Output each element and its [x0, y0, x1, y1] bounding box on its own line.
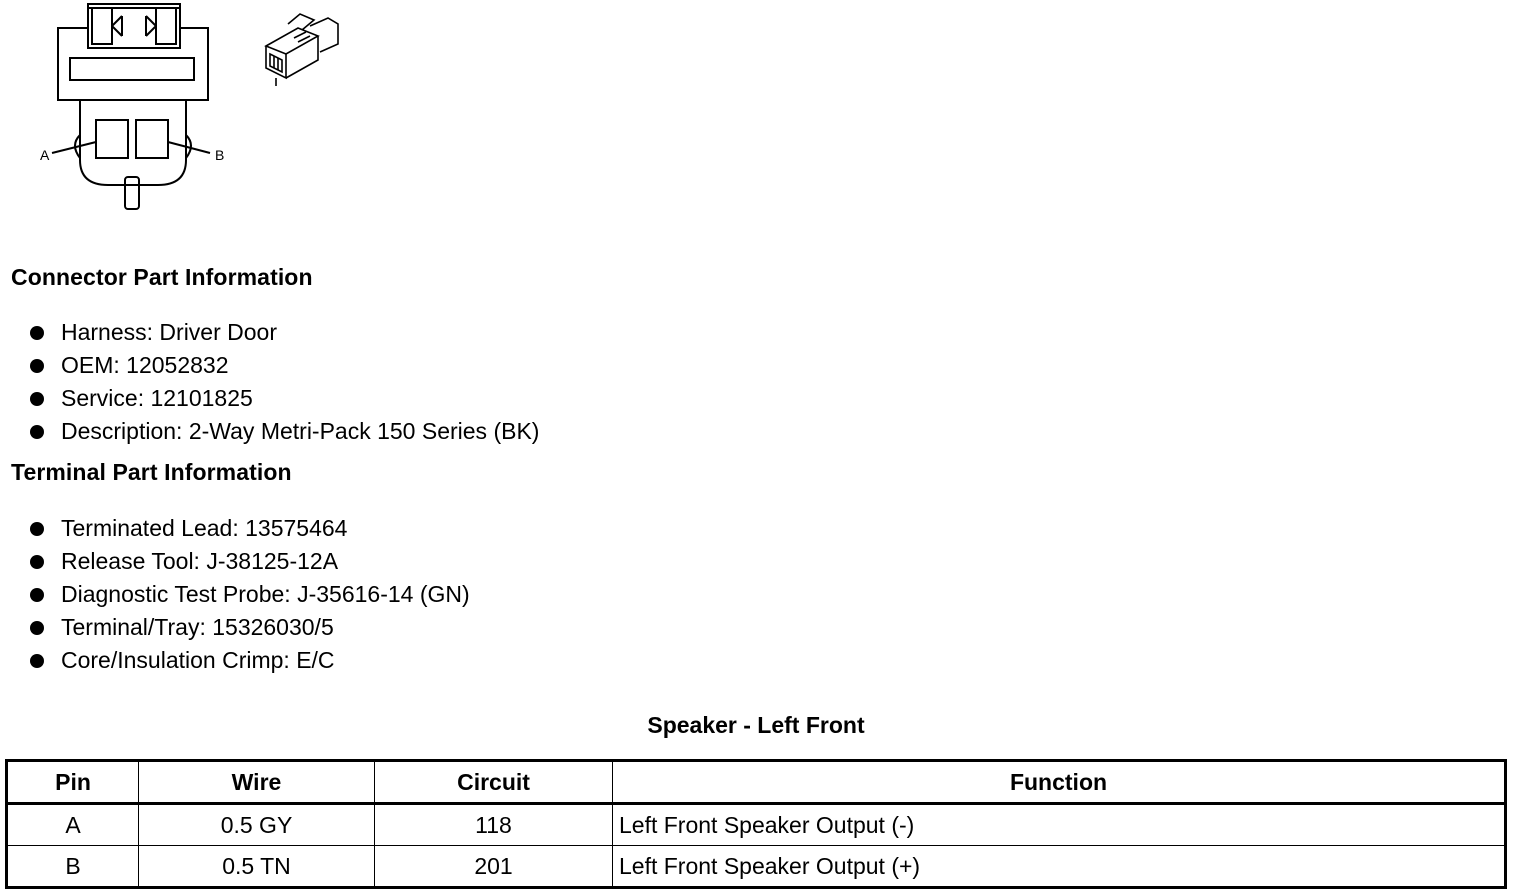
column-header-pin: Pin: [7, 761, 139, 804]
terminal-info-heading: Terminal Part Information: [11, 459, 292, 485]
column-header-circuit: Circuit: [375, 761, 613, 804]
table-row: [7, 804, 1506, 846]
circuit-cell: 201: [375, 846, 613, 888]
bullet-icon: [30, 522, 44, 536]
function-cell: Left Front Speaker Output (-): [613, 804, 1506, 846]
list-item: Terminal/Tray: 15326030/5: [30, 611, 470, 644]
list-item: Release Tool: J-38125-12A: [30, 545, 470, 578]
function-cell: Left Front Speaker Output (+): [613, 846, 1506, 888]
connector-info-list: [30, 316, 539, 448]
list-item: Description: 2-Way Metri-Pack 150 Series (BK): [30, 415, 539, 448]
list-item: Service: 12101825: [30, 382, 539, 415]
list-item: Core/Insulation Crimp: E/C: [30, 644, 470, 677]
list-item: Harness: Driver Door: [30, 316, 539, 349]
table-row: [7, 846, 1506, 888]
bullet-icon: [30, 588, 44, 602]
connector-face-diagram: [30, 0, 230, 215]
pin-table: [5, 759, 1507, 889]
bullet-icon: [30, 555, 44, 569]
column-header-wire: Wire: [139, 761, 375, 804]
connector-thumbnail: [258, 6, 344, 88]
connector-info-heading: Connector Part Information: [11, 264, 313, 290]
bullet-icon: [30, 392, 44, 406]
pin-table-title: Speaker - Left Front: [647, 712, 865, 738]
list-item: OEM: 12052832: [30, 349, 539, 382]
column-header-function: Function: [613, 761, 1506, 804]
pin-label-b: B: [215, 147, 225, 163]
pin-cell: A: [7, 804, 139, 846]
circuit-cell: 118: [375, 804, 613, 846]
list-item: Terminated Lead: 13575464: [30, 512, 470, 545]
wire-cell: 0.5 TN: [139, 846, 375, 888]
bullet-icon: [30, 621, 44, 635]
pin-cell: B: [7, 846, 139, 888]
bullet-icon: [30, 654, 44, 668]
wire-cell: 0.5 GY: [139, 804, 375, 846]
list-item: Diagnostic Test Probe: J-35616-14 (GN): [30, 578, 470, 611]
bullet-icon: [30, 425, 44, 439]
table-header-row: [7, 761, 1506, 804]
bullet-icon: [30, 326, 44, 340]
terminal-info-list: [30, 512, 470, 677]
pin-label-a: A: [40, 147, 50, 163]
bullet-icon: [30, 359, 44, 373]
